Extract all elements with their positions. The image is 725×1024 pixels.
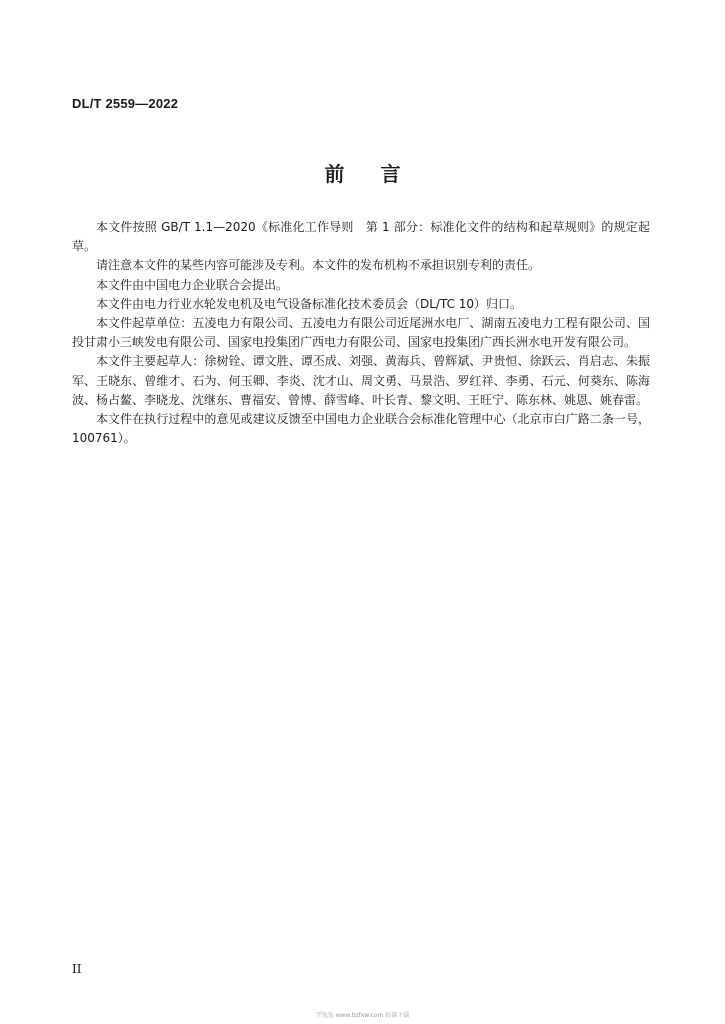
paragraph-feedback: 本文件在执行过程中的意见或建议反馈至中国电力企业联合会标准化管理中心（北京市白广路二条一号，100761）。 [72, 412, 650, 446]
section-title [0, 158, 725, 187]
foreword-body [72, 218, 650, 448]
watermark-text: 学兔兔 www.bzfxw.com 标准下载 [315, 1012, 410, 1019]
paragraph-proposer: 本文件由中国电力企业联合会提出。 [96, 277, 289, 292]
paragraph-patent-notice: 请注意本文件的某些内容可能涉及专利。本文件的发布机构不承担识别专利的责任。 [96, 258, 541, 273]
paragraph-drafting-units: 本文件起草单位：五凌电力有限公司、五凌电力有限公司近尾洲水电厂、湖南五凌电力工程有限公司、国投甘肃小三峡发电有限公司、国家电投集团广西电力有限公司、国家电投集团广西长洲水电开发有限公司。 [72, 316, 650, 350]
paragraph-drafting-rules: 本文件按照 GB/T 1.1—2020《标准化工作导则 第 1 部分：标准化文件的结构和起草规则》的规定起草。 [72, 220, 650, 254]
paragraph-drafters: 本文件主要起草人：徐树铨、谭文胜、谭丕成、刘强、黄海兵、曾辉斌、尹贵恒、徐跃云、肖启志、朱振军、王晓东、曾维才、石为、何玉卿、李炎、沈才山、周文勇、马景浩、罗红祥、李勇、石元、何葵东、陈海波、杨占鳌、李晓龙、沈继东、曹福安、曾博、薛雪峰、叶长青、黎文明、王旺宁、陈东林、姚恩、姚春雷。 [72, 354, 650, 407]
page-number: II [72, 962, 82, 976]
paragraph-committee: 本文件由电力行业水轮发电机及电气设备标准化技术委员会（DL/TC 10）归口。 [96, 296, 523, 311]
title-char-1: 前 [324, 162, 345, 186]
standard-code: DL/T 2559—2022 [72, 96, 179, 111]
title-char-2: 言 [380, 162, 401, 186]
